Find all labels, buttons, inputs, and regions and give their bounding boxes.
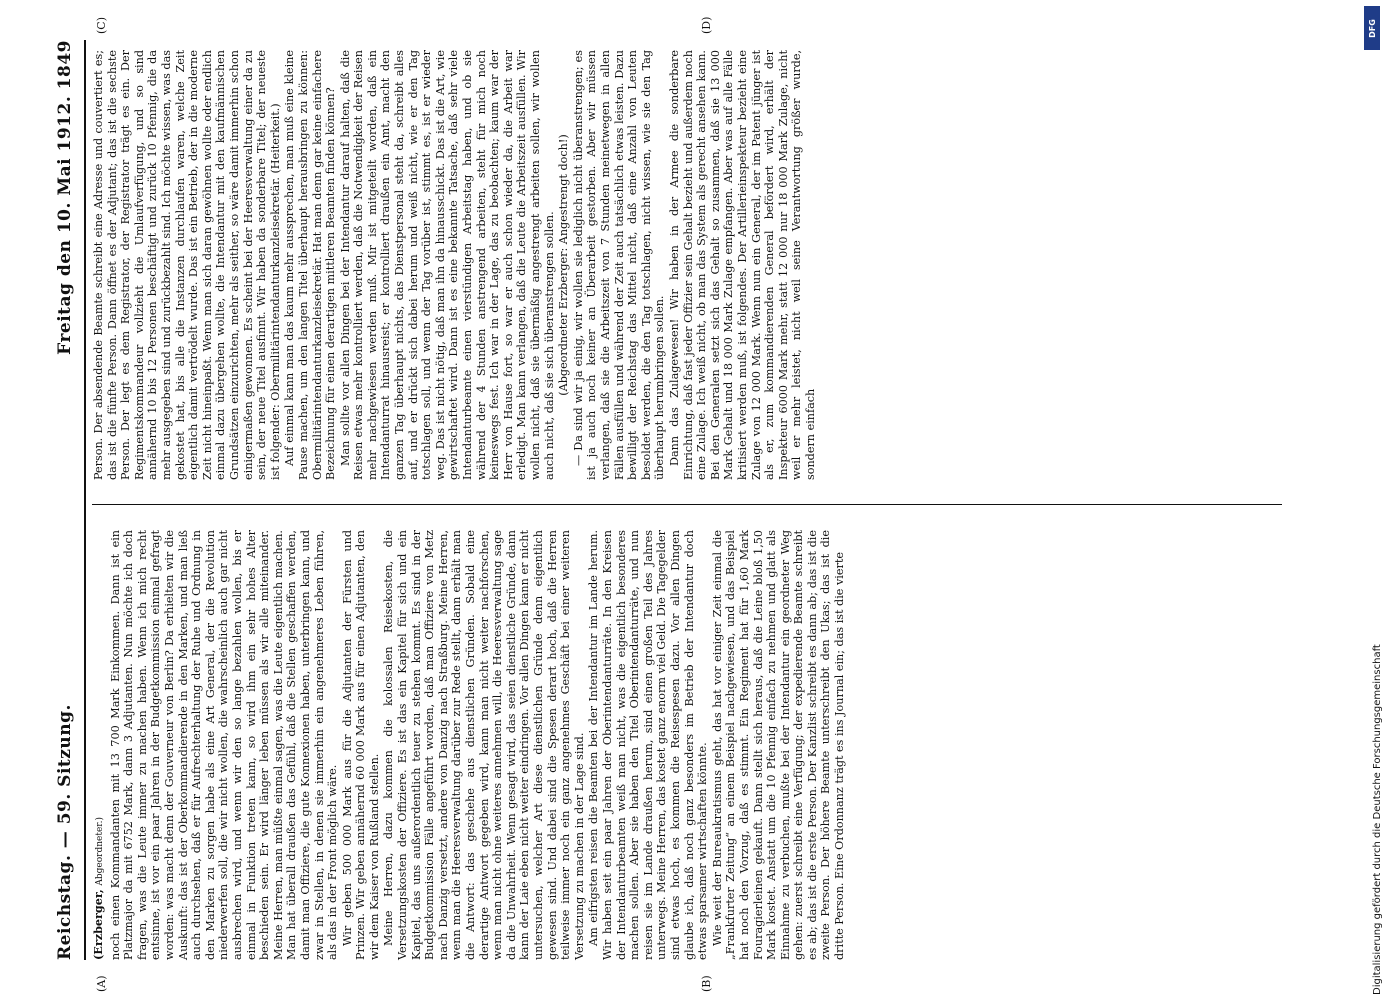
margin-marker-d: (D) xyxy=(700,16,713,34)
speaker-name: (Erzberger, xyxy=(91,889,105,960)
header-left: Reichstag. — 59. Sitzung. xyxy=(55,704,75,960)
paragraph: Person. Der absendende Beamte schreibt eine Adresse und couvertiert es; das ist die fünfte Person. Dann öffnet es der Adjutant; das ist die sechste Person. Der legt es dem Registrator, der Registrator trägt es ein. Der Regimentskommandeur vollzieht die Umlaufverfügung, und so sind annähernd 10 bis 12 Personen beschäftigt und zurück 10 Pfennig, die da mehr ausgegeben sind und zurückbezahlt sind. Ich möchte wissen, was das gekostet hat, bis alle die Instanzen durchlaufen waren, welche Zeit eigentlich damit vertrödelt wurde. Das ist ein Betrieb, der in die moderne Zeit nicht hineinpaßt. Wenn man sich daran gewöhnen wollte oder endlich einmal dazu übergehen wollte, die Intendantur mit den kaufmännischen Grundsätzen einzurichten, mehr als seither, so wäre damit immerhin schon einigermaßen gewonnen. Es scheint bei der Heeresverwaltung einer da zu sein, der neue Titel ausfinnt. Wir haben da sonderbare Titel; der neueste ist folgender: Obermilitärintendanturkanzleisekretär. (Heiterkeit.) xyxy=(92,50,282,480)
margin-marker-a: (A) xyxy=(95,975,108,992)
speaker-note: Abgeordneter.) xyxy=(95,817,105,886)
column-separator xyxy=(92,504,1282,505)
header-right: Freitag den 10. Mai 1912. 1849 xyxy=(55,40,75,355)
speaker-line xyxy=(92,530,108,960)
paragraph: Meine Herren, dazu kommen die kolossalen Reisekosten, die Versetzungskosten der Offiziere. Es ist das ein Kapitel für sich und ein Kapitel, das uns außerordentlich teuer zu stehen kommt. Es sind in der Budgetkommission Fälle angeführt worden, daß man Offiziere von Metz nach Danzig versetzt, andere von Danzig nach Straßburg. Meine Herren, wenn man die Heeresverwaltung darüber zur Rede stellt, dann erhält man die Antwort: das geschehe aus dienstlichen Gründen. Sobald eine derartige Antwort gegeben wird, kann man nicht weiter nachforschen, wenn man nicht ohne weiteres annehmen will, die Heeresverwaltung sage da die Unwahrheit. Wenn gesagt wird, das seien dienstliche Gründe, dann kann der Laie eben nicht weiter eindringen. Vor allen Dingen kann er nicht untersuchen, welcher Art diese dienstlichen Gründe denn eigentlich gewesen sind. Und dabei sind die Spesen derart hoch, daß die Herren teilweise immer noch ein ganz angenehmes Geschäft bei einer weiteren Versetzung zu machen in der Lage sind. xyxy=(382,530,586,960)
paragraph: noch einen Kommandanten mit 13 700 Mark Einkommen. Dann ist ein Platzmajor da mit 6752 Mark, dann 3 Adjutanten. Nun möchte ich doch fragen, was die Leute immer zu machen haben. Wenn ich mich recht entsinne, ist vor ein paar Jahren in der Budgetkommission einmal gefragt worden: was macht denn der Gouverneur von Berlin? Da erhielten wir die Auskunft: das ist der Oberkommandierende in den Marken, und man ließ auch durchsehen, daß er für Aufrechterhaltung der Ruhe und Ordnung in den Marken zu sorgen habe als eine Art General, der die Revolution niederwerfen soll, die wir nicht wollen, die wahrscheinlich auch gar nicht ausbrechen wird, und wenn wir den so lange bezahlen wollen, bis er einmal in Funktion treten kann, so wird ihm ein sehr hohes Alter beschieden sein. Er wird länger leben müssen als wir alle miteinander. Meine Herren, man müßte einmal sagen, was die Leute eigentlich machen. Man hat überall draußen das Gefühl, daß die Stellen geschaffen werden, damit man Offiziere, die gute Konnexionen haben, unterbringen kann, und zwar in Stellen, in denen sie immerhin ein angenehmeres Leben führen, als das in der Front möglich wäre. xyxy=(108,530,340,960)
paragraph: Wir geben 500 000 Mark aus für die Adjutanten der Fürsten und Prinzen. Wir geben annähernd 60 000 Mark aus für einen Adjutanten, den wir dem Kaiser von Rußland stellen. xyxy=(340,530,381,960)
paragraph: Auf einmal kann man das kaum mehr aussprechen, man muß eine kleine Pause machen, um den langen Titel überhaupt herausbringen zu können: Obermilitärintendanturkanzleisekretär. Hat man denn gar keine einfachere Bezeichnung für einen derartigen mittleren Beamten finden können? xyxy=(283,50,338,480)
dfg-logo xyxy=(1364,6,1380,50)
digitization-credit: Digitalisierung gefördert durch die Deutsche Forschungsgemeinschaft xyxy=(1372,644,1383,995)
page-header xyxy=(55,40,85,960)
margin-marker-c: (C) xyxy=(95,17,108,34)
right-column xyxy=(92,50,818,480)
paragraph: Man sollte vor allen Dingen bei der Intendantur darauf halten, daß die Reisen etwas mehr kontrolliert werden, daß die Notwendigkeit der Reisen mehr nachgewiesen werden muß. Mir ist mitgeteilt worden, daß ein Intendanturrat hinausreist; er kontrolliert draußen ein Amt, macht den ganzen Tag überhaupt nichts, das Dienstpersonal steht da, schreibt alles auf, und er drückt sich dabei herum und weiß nicht, wie er den Tag totschlagen soll, und wenn der Tag vorüber ist, stimmt es, ist er wieder weg. Das ist nicht nötig, daß man ihn da hinausschickt. Das ist die Art, wie gewirtschaftet wird. Dann ist es eine bekannte Tatsache, daß sehr viele Intendanturbeamte einen vierstündigen Arbeitstag haben, und ob sie während der 4 Stunden anstrengend arbeiten, steht für mich noch keineswegs fest. Ich war in der Lage, das zu beobachten; kaum war der Herr von Hause fort, so war er auch schon wieder da, die Arbeit war erledigt. Man kann verlangen, daß die Leute die Arbeitszeit ausfüllen. Wir wollen nicht, daß sie übermäßig angestrengt arbeiten sollen, wir wollen auch nicht, daß sie sich überanstrengen sollen. xyxy=(338,50,556,480)
header-rule xyxy=(84,40,86,960)
paragraph: Dann das Zulagewesen! Wir haben in der Armee die sonderbare Einrichtung, daß fast jeder Offizier sein Gehalt bezieht und außerdem noch eine Zulage. Ich weiß nicht, ob man das System als gerecht ansehen kann. Bei den Generalen setzt sich das Gehalt so zusammen, daß sie 13 000 Mark Gehalt und 18 000 Mark Zulage empfangen. Aber was auf alle Fälle kritisiert werden muß, ist folgendes. Der Artillerieinspekteur bezieht eine Zulage von 12 000 Mark. Wenn nun ein General, der im Patent jünger ist als er, zum kommandierenden General befördert wird, erhält der Inspekteur 6000 Mark mehr, statt 12 000 nur 18 000 Mark Zulage, nicht weil er mehr leistet, nicht weil seine Verantwortung größer wurde, sondern einfach xyxy=(667,50,817,480)
dfg-logo-text: DFG xyxy=(1367,18,1377,38)
left-column xyxy=(92,530,848,960)
margin-marker-b: (B) xyxy=(700,975,713,992)
interjection: (Abgeordneter Erzberger: Angestrengt doch!) xyxy=(557,134,571,396)
paragraph: Wie weit der Bureaukratismus geht, das hat vor einiger Zeit einmal die „Frankfurter Zeitung“ an einem Beispiel nachgewiesen, und das Beispiel hat noch den Vorzug, daß es stimmt. Ein Regiment hat für 1,60 Mark Fouragierleinen gekauft. Dann stellt sich heraus, daß die Leine bloß 1,50 Mark kostet. Anstatt um die 10 Pfennig einfach zu nehmen und glatt als Einnahme zu verbuchen, mußte bei der Intendantur ein geordneter Weg gehen: zuerst schreibt eine Verfügung; der expedierende Beamte schreibt es ab; das ist die erste Person. Der Kanzlist schreibt es dann ab; das ist die zweite Person. Der höhere Beamte unterschreibt den Ukas; das ist die dritte Person. Eine Ordonnanz trägt es ins Journal ein; das ist die vierte xyxy=(710,530,847,960)
paragraph: Am eifrigsten reisen die Beamten bei der Intendantur im Lande herum. Wir haben seit ein paar Jahren der Oberintendanturräte. In den Kreisen der Intendanturbeamten weiß man nicht, was die eigentlich besonderes machen sollen. Aber sie haben den Titel Oberintendanturräte, und nun reisen sie im Lande draußen herum, sind einen großen Teil des Jahres unterwegs. Meine Herren, das kostet ganz enorm viel Geld. Die Tagegelder sind etwas hoch, es kommen die Reisespesen dazu. Vor allen Dingen glaube ich, daß noch ganz besonders im Betrieb der Intendantur doch etwas sparsamer wirtschaften könnte. xyxy=(587,530,710,960)
paragraph: — Da sind wir ja einig, wir wollen sie lediglich nicht überanstrengen; es ist ja auch noch keiner an Überarbeit gestorben. Aber wir müssen verlangen, daß sie die Arbeitszeit von 7 Stunden meinetwegen in allen Fällen ausfüllen und während der Zeit auch tatsächlich etwas leisten. Dazu bewilligt der Reichstag das Mittel nicht, daß eine Anzahl von Leuten besoldet werden, die den Tag totschlagen, nicht wissen, wie sie den Tag überhaupt herumbringen sollen. xyxy=(571,50,667,480)
